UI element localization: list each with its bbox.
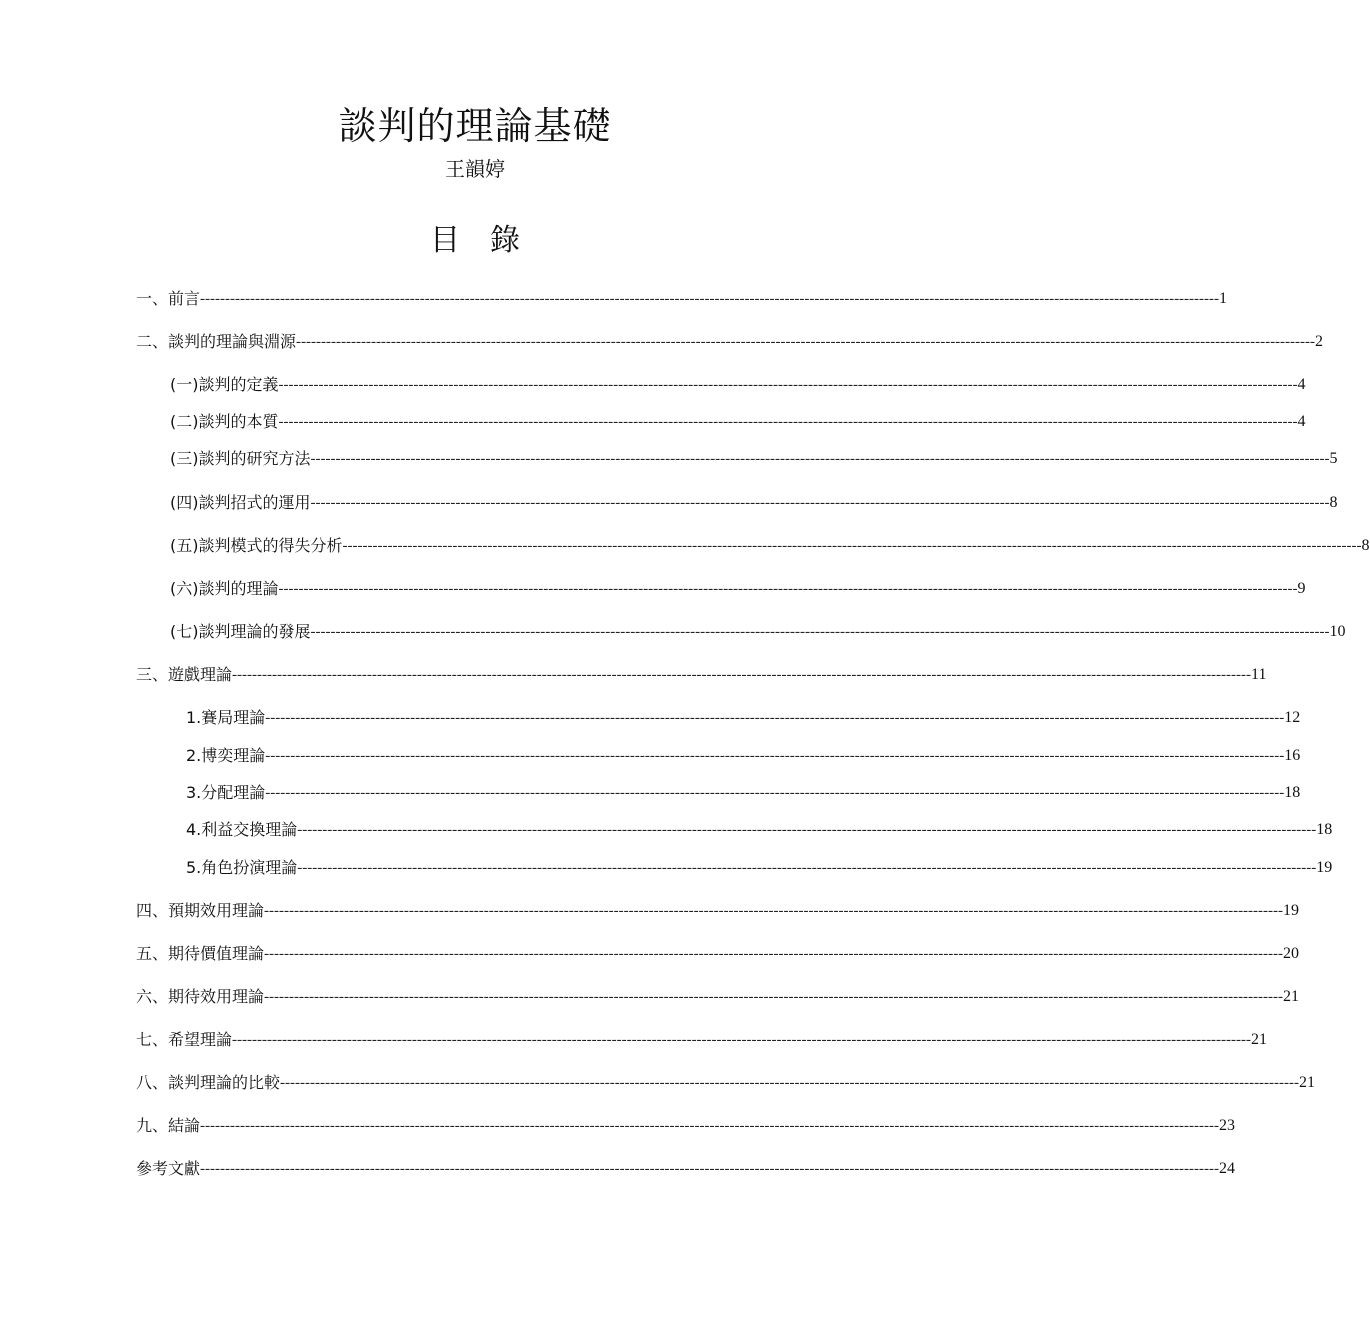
toc-page-number: 10 bbox=[1329, 623, 1346, 640]
toc-page-number: 8 bbox=[1329, 494, 1338, 511]
toc-leader: ------------------------------------------------------------------------------------------------------------------------------------------------------------------------------------------------------------ bbox=[278, 581, 1298, 597]
toc-entry[interactable] bbox=[136, 663, 1267, 687]
toc-leader: ------------------------------------------------------------------------------------------------------------------------------------------------------------------------------------------------------------ bbox=[200, 1161, 1220, 1177]
toc-entry[interactable] bbox=[136, 899, 1300, 923]
toc-entry[interactable] bbox=[136, 1114, 1236, 1138]
toc-page-number: 24 bbox=[1219, 1160, 1236, 1177]
toc-page-number: 4 bbox=[1297, 376, 1306, 393]
toc-entry-label: 一、前言 bbox=[136, 289, 201, 308]
toc-page-number: 1 bbox=[1219, 290, 1228, 307]
toc-entry-label: 3.分配理論 bbox=[186, 783, 266, 802]
toc-page-number: 21 bbox=[1251, 1031, 1268, 1048]
toc-page-number: 11 bbox=[1251, 666, 1267, 683]
toc-leader: ------------------------------------------------------------------------------------------------------------------------------------------------------------------------------------------------------------ bbox=[265, 785, 1285, 801]
toc-leader: ------------------------------------------------------------------------------------------------------------------------------------------------------------------------------------------------------------ bbox=[280, 1075, 1300, 1091]
toc-leader: ------------------------------------------------------------------------------------------------------------------------------------------------------------------------------------------------------------ bbox=[232, 1032, 1252, 1048]
toc-leader: ------------------------------------------------------------------------------------------------------------------------------------------------------------------------------------------------------------ bbox=[278, 414, 1298, 430]
toc-entry-label: 三、遊戲理論 bbox=[136, 665, 233, 684]
toc-page-number: 21 bbox=[1299, 1074, 1316, 1091]
toc-entry[interactable] bbox=[170, 577, 1306, 601]
toc-entry[interactable] bbox=[136, 287, 1228, 311]
toc-entry[interactable] bbox=[136, 1071, 1316, 1095]
toc-page-number: 12 bbox=[1284, 709, 1301, 726]
toc-leader: ------------------------------------------------------------------------------------------------------------------------------------------------------------------------------------------------------------ bbox=[297, 822, 1317, 838]
toc-entry-label: 八、談判理論的比較 bbox=[136, 1073, 281, 1092]
toc-leader: ------------------------------------------------------------------------------------------------------------------------------------------------------------------------------------------------------------ bbox=[342, 538, 1362, 554]
author-name: 王韻婷 bbox=[445, 157, 505, 181]
toc-page-number: 9 bbox=[1297, 580, 1306, 597]
toc-entry-label: 九、結論 bbox=[136, 1116, 201, 1135]
document-title: 談判的理論基礎 bbox=[338, 104, 612, 148]
toc-entry-label: 參考文獻 bbox=[136, 1159, 201, 1178]
toc-page-number: 21 bbox=[1283, 988, 1300, 1005]
toc-entry[interactable] bbox=[136, 985, 1300, 1009]
toc-entry-label: 2.博奕理論 bbox=[186, 746, 266, 765]
toc-page-number: 5 bbox=[1329, 450, 1338, 467]
toc-page-number: 20 bbox=[1283, 945, 1300, 962]
toc-entry-label: (六)談判的理論 bbox=[170, 579, 279, 598]
toc-page-number: 16 bbox=[1284, 747, 1301, 764]
toc-leader: ------------------------------------------------------------------------------------------------------------------------------------------------------------------------------------------------------------ bbox=[232, 667, 1252, 683]
toc-entry-label: (五)談判模式的得失分析 bbox=[170, 536, 343, 555]
toc-leader: ------------------------------------------------------------------------------------------------------------------------------------------------------------------------------------------------------------ bbox=[264, 989, 1284, 1005]
toc-page-number: 19 bbox=[1283, 902, 1300, 919]
toc-leader: ------------------------------------------------------------------------------------------------------------------------------------------------------------------------------------------------------------ bbox=[278, 377, 1298, 393]
toc-entry-label: 4.利益交換理論 bbox=[186, 820, 298, 839]
toc-entry[interactable] bbox=[186, 818, 1333, 842]
toc-entry[interactable] bbox=[136, 942, 1300, 966]
toc-leader: ------------------------------------------------------------------------------------------------------------------------------------------------------------------------------------------------------------ bbox=[264, 946, 1284, 962]
toc-entry-label: (四)談判招式的運用 bbox=[170, 493, 311, 512]
toc-entry[interactable] bbox=[170, 447, 1338, 471]
toc-entry[interactable] bbox=[186, 781, 1301, 805]
toc-leader: ------------------------------------------------------------------------------------------------------------------------------------------------------------------------------------------------------------ bbox=[297, 860, 1317, 876]
toc-entry[interactable] bbox=[186, 706, 1301, 730]
toc-leader: ------------------------------------------------------------------------------------------------------------------------------------------------------------------------------------------------------------ bbox=[200, 1118, 1220, 1134]
toc-entry[interactable] bbox=[136, 330, 1324, 354]
toc-page-number: 8 bbox=[1361, 537, 1370, 554]
toc-entry-label: 1.賽局理論 bbox=[186, 708, 266, 727]
toc-entry-label: (一)談判的定義 bbox=[170, 375, 279, 394]
toc-entry-label: 七、希望理論 bbox=[136, 1030, 233, 1049]
toc-page-number: 23 bbox=[1219, 1117, 1236, 1134]
toc-entry[interactable] bbox=[170, 373, 1306, 397]
toc-entry[interactable] bbox=[186, 856, 1333, 880]
toc-entry-label: 二、談判的理論與淵源 bbox=[136, 332, 297, 351]
toc-entry[interactable] bbox=[136, 1157, 1236, 1181]
toc-entry[interactable] bbox=[170, 534, 1370, 558]
toc-leader: ------------------------------------------------------------------------------------------------------------------------------------------------------------------------------------------------------------ bbox=[265, 748, 1285, 764]
toc-entry[interactable] bbox=[186, 744, 1301, 768]
toc-page-number: 2 bbox=[1315, 333, 1324, 350]
toc-entry-label: 5.角色扮演理論 bbox=[186, 858, 298, 877]
toc-leader: ------------------------------------------------------------------------------------------------------------------------------------------------------------------------------------------------------------ bbox=[265, 710, 1285, 726]
toc-entry-label: 四、預期效用理論 bbox=[136, 901, 265, 920]
toc-leader: ------------------------------------------------------------------------------------------------------------------------------------------------------------------------------------------------------------ bbox=[310, 495, 1330, 511]
toc-page-number: 19 bbox=[1316, 859, 1333, 876]
toc-leader: ------------------------------------------------------------------------------------------------------------------------------------------------------------------------------------------------------------ bbox=[264, 903, 1284, 919]
toc-entry-label: (七)談判理論的發展 bbox=[170, 622, 311, 641]
toc-leader: ------------------------------------------------------------------------------------------------------------------------------------------------------------------------------------------------------------ bbox=[310, 451, 1330, 467]
toc-entry-label: 六、期待效用理論 bbox=[136, 987, 265, 1006]
toc-heading-char-2: 錄 bbox=[490, 223, 520, 258]
toc-leader: ------------------------------------------------------------------------------------------------------------------------------------------------------------------------------------------------------------ bbox=[296, 334, 1316, 350]
toc-heading-char-1: 目 bbox=[430, 223, 460, 258]
toc-page-number: 18 bbox=[1284, 784, 1301, 801]
toc-entry[interactable] bbox=[170, 410, 1306, 434]
toc-entry[interactable] bbox=[170, 620, 1346, 644]
toc-entry[interactable] bbox=[136, 1028, 1268, 1052]
toc-leader: ------------------------------------------------------------------------------------------------------------------------------------------------------------------------------------------------------------ bbox=[310, 624, 1330, 640]
toc-page-number: 18 bbox=[1316, 821, 1333, 838]
toc-page-number: 4 bbox=[1297, 413, 1306, 430]
toc-entry-label: 五、期待價值理論 bbox=[136, 944, 265, 963]
toc-entry-label: (二)談判的本質 bbox=[170, 412, 279, 431]
toc-entry-label: (三)談判的研究方法 bbox=[170, 449, 311, 468]
toc-entry[interactable] bbox=[170, 491, 1338, 515]
toc-leader: ------------------------------------------------------------------------------------------------------------------------------------------------------------------------------------------------------------ bbox=[200, 291, 1220, 307]
